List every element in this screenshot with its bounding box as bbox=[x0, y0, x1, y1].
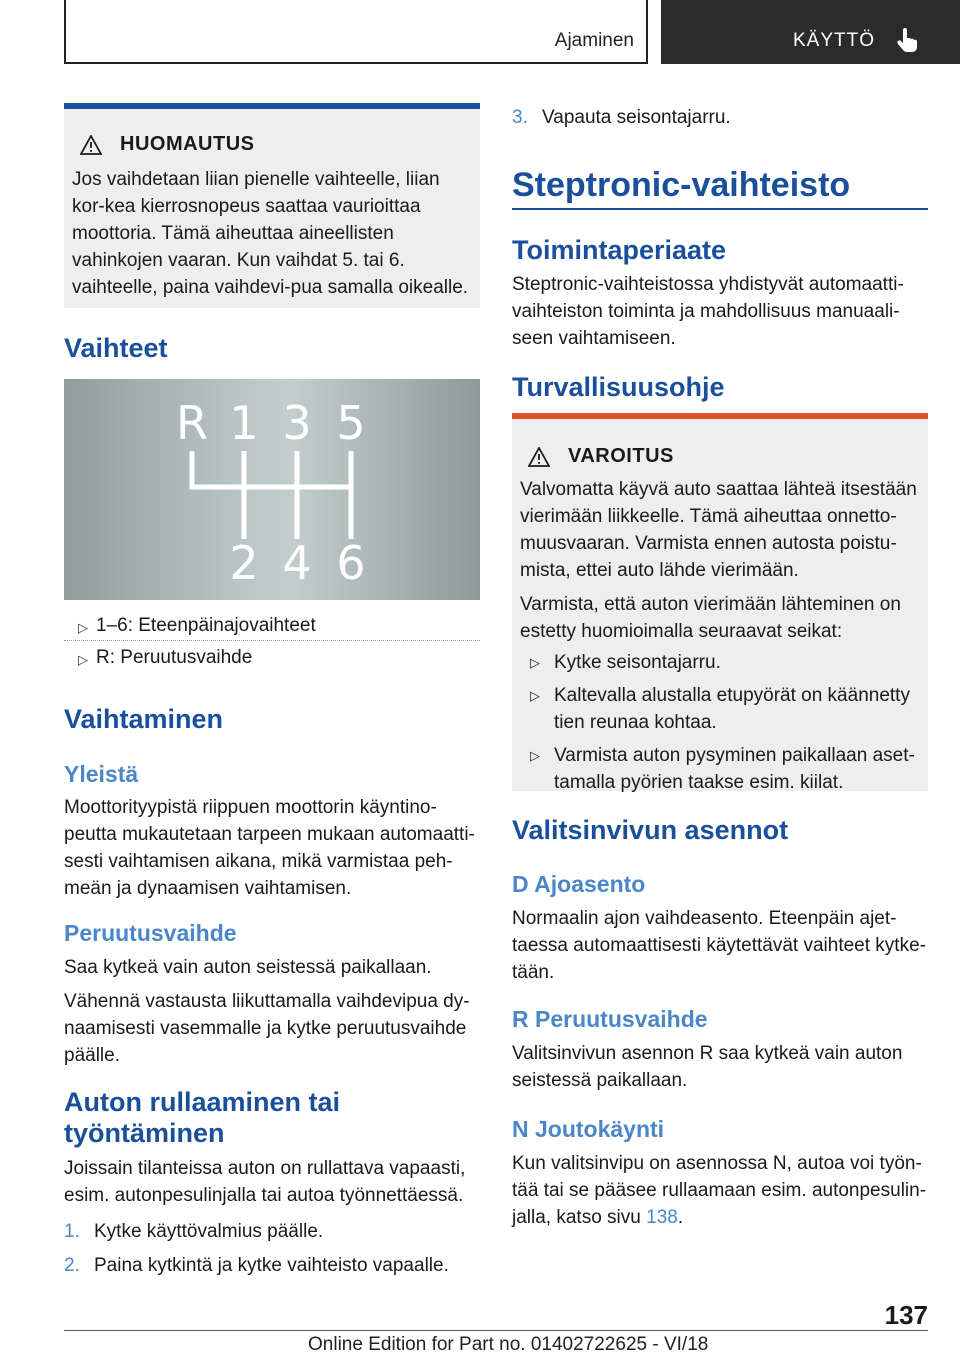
gear-label-3: 3 bbox=[282, 396, 312, 450]
gear-label-5: 5 bbox=[336, 396, 366, 450]
warning-text-2: Varmista, että auton vierimään lähteminen on estetty huomioimalla seuraavat seikat: bbox=[520, 594, 901, 642]
notice-box bbox=[64, 103, 480, 308]
peruutusvaihde-heading: Peruutusvaihde bbox=[64, 920, 237, 946]
header-chapter-box bbox=[661, 0, 960, 64]
page-link[interactable]: 138 bbox=[646, 1207, 678, 1228]
rullaaminen-heading: Auton rullaaminen tai työntäminen bbox=[64, 1087, 341, 1148]
header-section-box bbox=[64, 0, 648, 64]
rullaaminen-text: Joissain tilanteissa auton on rullattava vapaasti, esim. autonpesulinjalla tai autoa työnnettäessä. bbox=[64, 1158, 466, 1206]
d-ajoasento-heading: D Ajoasento bbox=[512, 871, 646, 897]
vaihteet-heading: Vaihteet bbox=[64, 333, 168, 363]
r-peruutusvaihde-text: Valitsinvivun asennon R saa kytkeä vain auton seistessä paikallaan. bbox=[512, 1043, 903, 1091]
edition-text: Online Edition for Part no. 01402722625 - VI/18 bbox=[308, 1334, 709, 1355]
footer-divider bbox=[64, 1330, 928, 1331]
yleista-text: Moottorityypistä riippuen moottorin käyntino-peutta mukautetaan tarpeen mukaan automaatti-sesti vaihtamisen aikana, mikä varmistaa peh-meän ja dynaamisen vaihtamisen. bbox=[64, 797, 475, 899]
page-number: 137 bbox=[884, 1300, 928, 1330]
gear-label-1: 1 bbox=[229, 396, 259, 450]
peruutusvaihde-text-2: Vähennä vastausta liikuttamalla vaihdevipua dy-naamisesti vasemmalle ja kytke peruutusvaihde päälle. bbox=[64, 991, 470, 1066]
warning-triangle-icon bbox=[80, 135, 102, 155]
n-joutokaynti-text: Kun valitsinvipu on asennossa N, autoa voi työn-tää tai se pääsee rullaamaan esim. autonpesulin-jalla, katso sivu 138. bbox=[512, 1153, 927, 1228]
gear-label-2: 2 bbox=[229, 536, 259, 590]
n-joutokaynti-heading: N Joutokäynti bbox=[512, 1116, 665, 1142]
r-peruutusvaihde-heading: R Peruutusvaihde bbox=[512, 1006, 708, 1032]
warning-title: VAROITUS bbox=[568, 445, 674, 467]
step-item: 1. Kytke käyttövalmius päälle. bbox=[64, 1221, 324, 1242]
gear-shift-pattern-image bbox=[64, 379, 480, 600]
notice-title: HUOMAUTUS bbox=[120, 133, 255, 155]
gear-label-r: R bbox=[176, 396, 208, 450]
warning-text-1: Valvomatta käyvä auto saattaa lähteä itsestään vierimään liikkeelle. Tämä aiheuttaa onnetto-muusvaaran. Varmista ennen autosta poistu-mista, ettei auto lähde vierimään. bbox=[520, 479, 917, 581]
chapter-title: KÄYTTÖ bbox=[793, 30, 876, 51]
warning-box bbox=[512, 413, 928, 791]
peruutusvaihde-text: Saa kytkeä vain auton seistessä paikallaan. bbox=[64, 957, 432, 978]
list-item: ▷ Varmista auton pysyminen paikallaan aset-tamalla pyörien taakse esim. kiilat. bbox=[530, 745, 915, 793]
gear-label-6: 6 bbox=[336, 536, 366, 590]
step-item: 2. Paina kytkintä ja kytke vaihteisto vapaalle. bbox=[64, 1255, 449, 1276]
toimintaperiaate-heading: Toimintaperiaate bbox=[512, 235, 727, 265]
steptronic-heading: Steptronic-vaihteisto bbox=[512, 166, 851, 204]
warning-triangle-icon bbox=[528, 447, 550, 467]
yleista-heading: Yleistä bbox=[64, 761, 139, 787]
valitsinvivun-asennot-heading: Valitsinvivun asennot bbox=[512, 815, 789, 845]
list-item: ▷ Kytke seisontajarru. bbox=[530, 652, 721, 673]
gear-label-4: 4 bbox=[282, 536, 312, 590]
d-ajoasento-text: Normaalin ajon vaihdeasento. Eteenpäin ajet-taessa automaattisesti käytettävät vaihteet kytke-tään. bbox=[512, 908, 926, 983]
section-title: Ajaminen bbox=[554, 30, 634, 51]
list-item: ▷ Kaltevalla alustalla etupyörät on käännetty tien reunaa kohtaa. bbox=[530, 685, 910, 733]
notice-text: Jos vaihdetaan liian pienelle vaihteelle, liian kor-kea kierrosnopeus saattaa vaurioittaa moottoria. Tämä aiheuttaa aineellisten vahinkojen vaaran. Kun vaihdat 5. tai 6. vaihteelle, paina vaihdevi-pua samalla oikealle. bbox=[72, 169, 469, 298]
turvallisuusohje-heading: Turvallisuusohje bbox=[512, 372, 725, 402]
hand-pointer-icon bbox=[897, 28, 919, 52]
toimintaperiaate-text: Steptronic-vaihteistossa yhdistyvät automaatti-vaihteiston toiminta ja mahdollisuus manuaali-seen vaihtamiseen. bbox=[512, 274, 904, 349]
step-item: 3. Vapauta seisontajarru. bbox=[512, 107, 731, 128]
vaihtaminen-heading: Vaihtaminen bbox=[64, 704, 224, 734]
